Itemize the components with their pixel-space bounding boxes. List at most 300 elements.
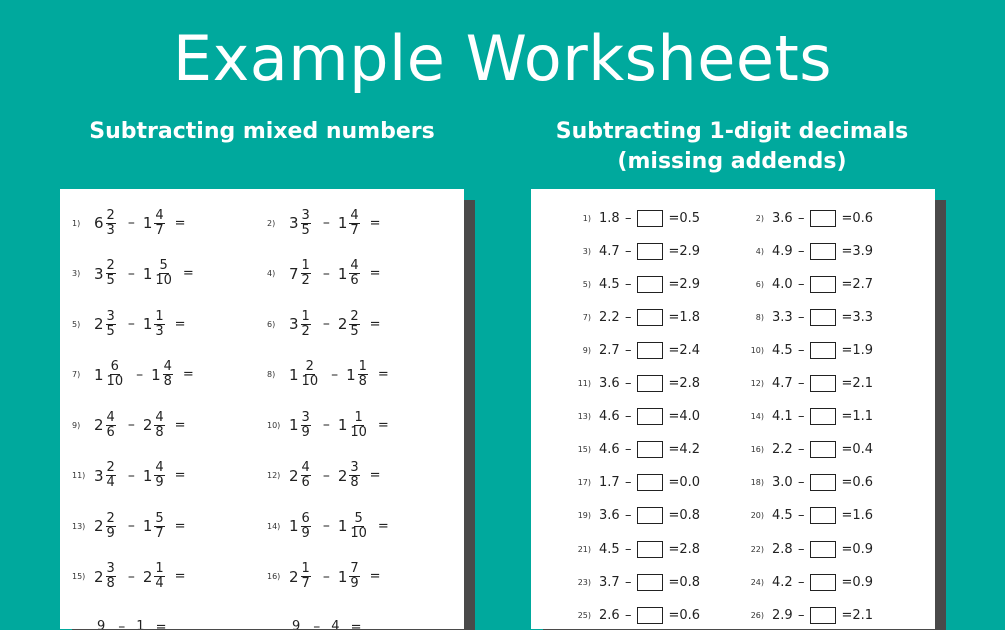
mixed-number-problem (72, 607, 166, 629)
whole-number: 2 (337, 466, 348, 485)
fraction-numerator: 3 (301, 207, 310, 223)
minuend-value: 3.0 (772, 475, 793, 491)
problem-number: 16) (750, 445, 764, 455)
fraction (358, 360, 368, 389)
answer-box (637, 309, 663, 326)
whole-number: 1 (142, 466, 153, 485)
minuend-value: 1.8 (599, 210, 620, 226)
minuend-value: 4.7 (599, 243, 620, 259)
equals-sign: = (174, 518, 186, 534)
fraction-denominator: 7 (155, 222, 164, 238)
minus-sign: – (798, 342, 805, 358)
whole-number: 1 (289, 517, 299, 535)
decimal-problem (746, 207, 873, 229)
problem-number: 1) (582, 213, 591, 223)
fraction-denominator: 6 (106, 424, 115, 440)
mixed-number-problem (72, 254, 194, 294)
fraction-denominator: 9 (350, 576, 359, 591)
minuend-value: 4.2 (772, 574, 793, 590)
minuend-value: 4.5 (772, 342, 793, 358)
problem-number: 8) (267, 370, 276, 379)
decimal-problem (573, 571, 700, 593)
problem-number: 8) (755, 312, 764, 322)
decimal-problem (746, 339, 873, 361)
whole-number: 1 (289, 365, 299, 384)
problem-number: 6) (267, 319, 276, 329)
minus-sign: – (322, 568, 330, 585)
decimal-problem (573, 604, 700, 626)
fraction-denominator: 6 (350, 273, 359, 288)
minuend-value: 2.9 (772, 607, 793, 623)
equals-sign: = (841, 409, 853, 425)
problem-number: 22) (750, 544, 764, 554)
decimal-problem (746, 505, 873, 527)
fraction (301, 461, 311, 490)
whole-number: 3 (289, 214, 299, 232)
whole-number: 2 (94, 315, 104, 333)
minus-sign: – (625, 475, 632, 491)
minus-sign: – (118, 619, 126, 629)
decimal-problem (573, 505, 700, 527)
problem-number: 3) (72, 269, 81, 278)
fraction (154, 562, 164, 591)
fraction (154, 512, 164, 541)
equals-sign: = (841, 541, 853, 557)
answer-box (637, 243, 663, 260)
fraction (106, 259, 116, 288)
answer-box (810, 574, 836, 591)
difference-value: 0.6 (679, 607, 701, 623)
equals-sign: = (182, 367, 194, 382)
fraction-denominator: 8 (163, 374, 172, 389)
fraction (106, 562, 116, 591)
problem-number: 19) (577, 511, 591, 521)
equals-sign: = (841, 342, 853, 358)
whole-number: 1 (337, 214, 348, 232)
answer-box (637, 574, 663, 591)
fraction-denominator: 6 (301, 475, 310, 490)
equals-sign: = (668, 342, 680, 358)
fraction-numerator: 5 (159, 258, 168, 273)
decimal-problem (573, 240, 700, 262)
equals-sign: = (841, 309, 853, 325)
answer-box (637, 441, 663, 458)
problem-number: 5) (72, 319, 81, 329)
answer-box (810, 243, 836, 260)
fraction-denominator: 8 (106, 576, 115, 591)
equals-sign: = (841, 574, 853, 590)
minus-sign: – (625, 607, 632, 623)
equals-sign: = (377, 417, 389, 433)
answer-box (810, 507, 836, 524)
minus-sign: – (322, 316, 330, 332)
answer-box (637, 541, 663, 558)
answer-box (810, 474, 836, 491)
minuend-value: 4.6 (599, 409, 620, 425)
minuend-value: 4.5 (599, 541, 620, 557)
fraction-numerator: 6 (110, 359, 119, 374)
right-worksheet-title (530, 117, 934, 177)
minuend-value: 2.2 (772, 442, 793, 458)
decimal-problem (573, 339, 700, 361)
problem-number: 4) (755, 246, 764, 256)
mixed-number-problem (267, 456, 381, 496)
equals-sign: = (369, 468, 381, 483)
fraction-denominator: 9 (301, 525, 310, 541)
fraction (349, 461, 359, 490)
minuend-value: 4.9 (772, 243, 793, 259)
minuend-value: 3.6 (772, 210, 793, 226)
whole-number: 1 (142, 264, 153, 283)
problem-number: 13) (72, 521, 86, 531)
right-worksheet-preview[interactable] (531, 189, 935, 629)
equals-sign: = (174, 215, 186, 231)
problem-number: 3) (582, 246, 591, 256)
answer-box (637, 408, 663, 425)
right-worksheet-title-line2: (missing addends) (617, 149, 847, 174)
difference-value: 0.4 (852, 442, 874, 458)
equals-sign: = (174, 569, 186, 584)
fraction-denominator: 8 (155, 424, 164, 440)
equals-sign: = (841, 276, 853, 292)
answer-box (637, 474, 663, 491)
fraction-numerator: 3 (106, 308, 115, 324)
equals-sign: = (350, 619, 362, 629)
minus-sign: – (322, 265, 330, 282)
difference-value: 2.8 (679, 376, 701, 391)
fraction-numerator: 3 (301, 409, 310, 425)
minus-sign: – (798, 508, 805, 524)
whole-number: 2 (289, 466, 299, 485)
fraction-denominator: 7 (301, 576, 310, 591)
decimal-problem (746, 571, 873, 593)
fraction-numerator: 1 (155, 561, 164, 576)
minuend-value: 2.8 (772, 541, 793, 557)
fraction (349, 562, 359, 591)
fraction (349, 259, 359, 288)
fraction (349, 411, 368, 440)
difference-value: 2.4 (679, 342, 701, 358)
fraction (301, 512, 311, 541)
minus-sign: – (127, 265, 135, 282)
equals-sign: = (841, 607, 853, 623)
fraction (106, 209, 116, 238)
fraction-numerator: 4 (155, 207, 164, 223)
equals-sign: = (668, 376, 680, 391)
fraction (301, 259, 311, 288)
equals-sign: = (369, 266, 381, 281)
fraction-numerator: 2 (305, 359, 314, 374)
fraction-numerator: 9 (96, 620, 106, 630)
equals-sign: = (174, 468, 186, 483)
minuend-value: 4.5 (772, 508, 793, 524)
answer-box (810, 541, 836, 558)
difference-value: 2.7 (852, 276, 874, 292)
fraction-numerator: 4 (155, 409, 164, 425)
fraction (106, 411, 116, 440)
fraction-numerator: 1 (301, 258, 310, 273)
fraction-numerator: 3 (106, 561, 115, 576)
answer-box (810, 309, 836, 326)
problem-number: 25) (577, 610, 591, 620)
fraction-denominator: 5 (106, 273, 115, 288)
problem-number: 26) (750, 610, 764, 620)
fraction (163, 360, 173, 389)
minus-sign: – (625, 376, 632, 391)
decimal-problem (573, 472, 700, 494)
minus-sign: – (625, 276, 632, 292)
equals-sign: = (369, 569, 381, 584)
minus-sign: – (798, 243, 805, 259)
minus-sign: – (798, 574, 805, 590)
equals-sign: = (668, 309, 680, 325)
decimal-problem (573, 207, 700, 229)
minus-sign: – (798, 475, 805, 491)
fraction-denominator: 7 (155, 525, 164, 541)
whole-number: 3 (289, 315, 299, 333)
fraction-numerator: 4 (163, 359, 172, 374)
fraction-numerator: 4 (106, 409, 115, 425)
answer-box (637, 276, 663, 293)
mixed-number-problem (72, 557, 186, 597)
fraction (154, 310, 164, 339)
fraction-numerator: 2 (350, 308, 359, 324)
problem-number: 21) (577, 544, 591, 554)
answer-box (810, 441, 836, 458)
mixed-number-problem (267, 557, 381, 597)
mixed-number-problem (72, 304, 186, 344)
fraction-numerator: 1 (135, 620, 145, 630)
fraction-numerator: 5 (354, 510, 363, 526)
whole-number: 2 (289, 567, 299, 586)
mixed-number-problem (72, 456, 186, 496)
problem-number: 23) (577, 577, 591, 587)
whole-number: 3 (94, 466, 104, 485)
equals-sign: = (182, 266, 194, 281)
minus-sign: – (625, 243, 632, 259)
left-worksheet-title: Subtracting mixed numbers (89, 119, 435, 144)
minus-sign: – (127, 518, 135, 534)
fraction-numerator: 6 (301, 510, 310, 526)
fraction-denominator: 10 (350, 424, 367, 440)
answer-box (810, 375, 836, 392)
minus-sign: – (127, 316, 135, 332)
equals-sign: = (174, 417, 186, 433)
difference-value: 0.0 (679, 475, 701, 491)
decimal-problem (746, 240, 873, 262)
problem-number: 11) (577, 379, 591, 388)
answer-box (810, 408, 836, 425)
minuend-value: 3.6 (599, 376, 620, 391)
minus-sign: – (625, 210, 632, 226)
problem-number: 7) (72, 370, 81, 379)
whole-number: 1 (142, 517, 153, 535)
answer-box (637, 210, 663, 227)
whole-number: 1 (337, 517, 348, 535)
mixed-number-problem (267, 405, 389, 445)
equals-sign: = (841, 508, 853, 524)
minus-sign: – (127, 215, 135, 231)
equals-sign: = (155, 619, 167, 629)
fraction-denominator: 4 (155, 576, 164, 591)
fraction (301, 411, 311, 440)
minus-sign: – (127, 417, 135, 433)
whole-number: 2 (142, 416, 153, 434)
minuend-value: 2.6 (599, 607, 620, 623)
answer-box (810, 210, 836, 227)
difference-value: 0.8 (679, 508, 701, 524)
fraction-numerator: 4 (330, 620, 340, 630)
problem-number: 15) (72, 572, 86, 581)
fraction (349, 512, 368, 541)
fraction-denominator: 10 (350, 525, 367, 541)
equals-sign: = (668, 541, 680, 557)
equals-sign: = (841, 475, 853, 491)
fraction (330, 620, 340, 630)
minus-sign: – (313, 619, 321, 629)
difference-value: 2.1 (852, 376, 874, 391)
decimal-problem (573, 306, 700, 328)
decimal-problem (746, 439, 873, 461)
minus-sign: – (798, 541, 805, 557)
fraction-numerator: 5 (155, 510, 164, 526)
problem-number: 20) (750, 511, 764, 521)
minus-sign: – (625, 342, 632, 358)
problem-number: 1) (72, 218, 81, 228)
fraction-numerator: 2 (106, 258, 115, 273)
fraction-numerator: 1 (358, 359, 367, 374)
fraction-denominator: 2 (301, 323, 310, 339)
fraction-numerator: 4 (350, 207, 359, 223)
fraction (106, 512, 116, 541)
minus-sign: – (322, 417, 330, 433)
minus-sign: – (798, 607, 805, 623)
problem-number: 10) (750, 345, 764, 355)
problem-number: 16) (267, 572, 281, 581)
problem-number: 6) (755, 279, 764, 289)
answer-box (637, 507, 663, 524)
minuend-value: 4.6 (599, 442, 620, 458)
fraction (291, 620, 301, 630)
fraction-denominator: 2 (301, 273, 310, 288)
equals-sign: = (668, 607, 680, 623)
fraction (106, 461, 116, 490)
mixed-number-problem (72, 506, 186, 546)
fraction (154, 411, 164, 440)
equals-sign: = (668, 409, 680, 425)
difference-value: 4.2 (679, 442, 701, 458)
answer-box (810, 276, 836, 293)
fraction (301, 360, 320, 389)
minuend-value: 2.7 (599, 342, 620, 358)
fraction-denominator: 8 (358, 374, 367, 389)
equals-sign: = (841, 442, 853, 458)
decimal-problem (746, 373, 873, 395)
whole-number: 1 (142, 315, 153, 333)
minuend-value: 4.7 (772, 376, 793, 391)
fraction (301, 310, 311, 339)
minus-sign: – (798, 409, 805, 425)
whole-number: 1 (337, 567, 348, 586)
fraction-denominator: 3 (106, 222, 115, 238)
fraction-numerator: 2 (106, 207, 115, 223)
equals-sign: = (377, 518, 389, 534)
equals-sign: = (841, 243, 853, 259)
problem-number: 9) (582, 345, 591, 355)
decimal-problem (573, 406, 700, 428)
problem-number: 14) (750, 412, 764, 422)
minus-sign: – (625, 409, 632, 425)
fraction-numerator: 9 (291, 620, 301, 630)
fraction-denominator: 5 (106, 323, 115, 339)
equals-sign: = (668, 475, 680, 491)
minus-sign: – (798, 276, 805, 292)
minus-sign: – (625, 541, 632, 557)
fraction (154, 209, 164, 238)
fraction-numerator: 1 (301, 308, 310, 324)
decimal-problem (746, 273, 873, 295)
problem-number: 13) (577, 412, 591, 422)
problem-number: 11) (72, 471, 86, 480)
whole-number: 2 (94, 416, 104, 434)
decimal-problem (573, 439, 700, 461)
minuend-value: 4.1 (772, 409, 793, 425)
minus-sign: – (798, 376, 805, 391)
difference-value: 1.6 (852, 508, 874, 524)
minus-sign: – (322, 518, 330, 534)
mixed-number-problem (72, 355, 194, 395)
answer-box (637, 607, 663, 624)
minuend-value: 1.7 (599, 475, 620, 491)
fraction (135, 620, 145, 630)
page-title: Example Worksheets (172, 22, 833, 95)
fraction-denominator: 4 (106, 475, 115, 490)
mixed-number-problem (267, 304, 381, 344)
difference-value: 0.6 (852, 210, 874, 226)
problem-number: 9) (72, 420, 81, 430)
problem-number: 12) (750, 379, 764, 388)
difference-value: 4.0 (679, 409, 701, 425)
fraction-denominator: 9 (301, 424, 310, 440)
problem-number: 24) (750, 577, 764, 587)
fraction-denominator: 5 (301, 222, 310, 238)
fraction-denominator: 9 (155, 475, 164, 490)
minus-sign: – (136, 366, 144, 383)
decimal-problem (573, 273, 700, 295)
equals-sign: = (841, 210, 853, 226)
decimal-problem (746, 406, 873, 428)
fraction (106, 310, 116, 339)
fraction (301, 209, 311, 238)
fraction-denominator: 3 (155, 323, 164, 339)
whole-number: 2 (337, 315, 348, 333)
whole-number: 1 (94, 365, 104, 384)
left-worksheet-preview[interactable] (60, 189, 464, 629)
equals-sign: = (668, 243, 680, 259)
mixed-number-problem (72, 203, 186, 243)
problem-number: 4) (267, 269, 276, 278)
difference-value: 0.9 (852, 574, 874, 590)
equals-sign: = (668, 574, 680, 590)
equals-sign: = (369, 316, 381, 332)
whole-number: 3 (94, 264, 104, 283)
minus-sign: – (625, 508, 632, 524)
whole-number: 1 (337, 416, 348, 434)
fraction-denominator: 5 (350, 323, 359, 339)
fraction (301, 562, 311, 591)
minuend-value: 3.6 (599, 508, 620, 524)
answer-box (810, 342, 836, 359)
